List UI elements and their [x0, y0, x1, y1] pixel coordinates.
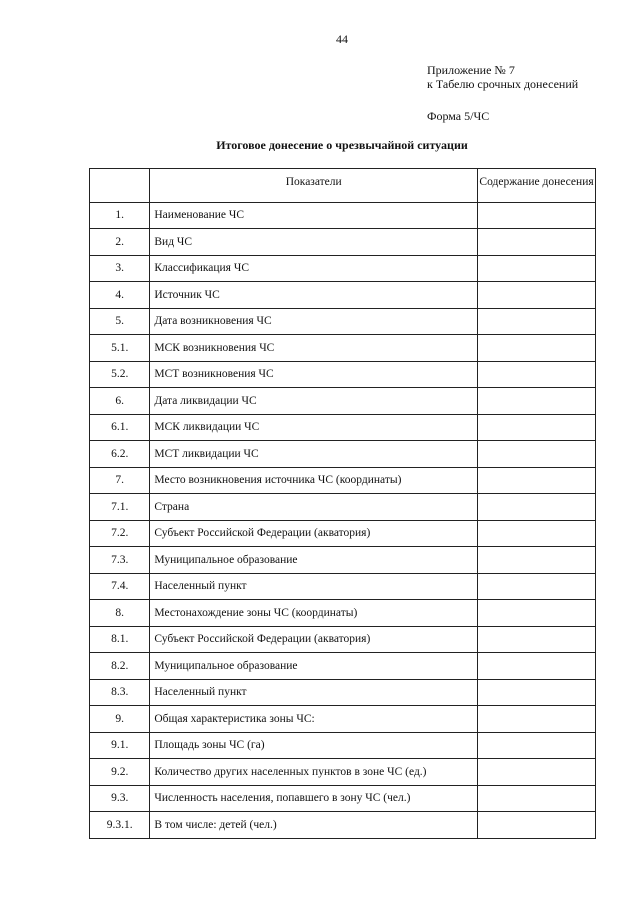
row-indicator: Количество других населенных пунктов в зоне ЧС (ед.) — [150, 759, 478, 786]
row-content-cell[interactable] — [478, 229, 596, 256]
table-row — [90, 520, 596, 547]
table-row — [90, 653, 596, 680]
row-indicator: Классификация ЧС — [150, 255, 478, 282]
table-row — [90, 229, 596, 256]
row-indicator: Общая характеристика зоны ЧС: — [150, 706, 478, 733]
row-content-cell[interactable] — [478, 653, 596, 680]
row-content-cell[interactable] — [478, 467, 596, 494]
appendix-reference — [427, 63, 578, 91]
row-indicator: МСТ возникновения ЧС — [150, 361, 478, 388]
table-row — [90, 282, 596, 309]
row-content-cell[interactable] — [478, 759, 596, 786]
row-indicator: Населенный пункт — [150, 573, 478, 600]
row-indicator: Численность населения, попавшего в зону ЧС (чел.) — [150, 785, 478, 812]
table-row — [90, 547, 596, 574]
table-row — [90, 812, 596, 839]
table-row — [90, 573, 596, 600]
row-content-cell[interactable] — [478, 812, 596, 839]
page-number: 44 — [336, 32, 348, 46]
row-indicator: Муниципальное образование — [150, 547, 478, 574]
row-number: 9.3. — [90, 785, 150, 812]
row-number: 6.2. — [90, 441, 150, 468]
header-number — [90, 169, 150, 203]
row-number: 5.2. — [90, 361, 150, 388]
row-indicator: МСК возникновения ЧС — [150, 335, 478, 362]
row-content-cell[interactable] — [478, 282, 596, 309]
row-content-cell[interactable] — [478, 255, 596, 282]
row-indicator: МСК ликвидации ЧС — [150, 414, 478, 441]
row-content-cell[interactable] — [478, 573, 596, 600]
row-content-cell[interactable] — [478, 600, 596, 627]
table-row — [90, 361, 596, 388]
appendix-line-2: к Табелю срочных донесений — [427, 77, 579, 91]
table-row — [90, 467, 596, 494]
row-number: 9.3.1. — [90, 812, 150, 839]
row-indicator: Место возникновения источника ЧС (координаты) — [150, 467, 478, 494]
row-content-cell[interactable] — [478, 785, 596, 812]
row-content-cell[interactable] — [478, 626, 596, 653]
row-indicator: Вид ЧС — [150, 229, 478, 256]
row-indicator: МСТ ликвидации ЧС — [150, 441, 478, 468]
table-row — [90, 785, 596, 812]
row-content-cell[interactable] — [478, 732, 596, 759]
row-number: 9.1. — [90, 732, 150, 759]
row-number: 7.1. — [90, 494, 150, 521]
table-row — [90, 732, 596, 759]
row-content-cell[interactable] — [478, 494, 596, 521]
row-content-cell[interactable] — [478, 202, 596, 229]
row-indicator: Субъект Российской Федерации (акватория) — [150, 626, 478, 653]
table-row — [90, 494, 596, 521]
row-number: 7.2. — [90, 520, 150, 547]
document-title: Итоговое донесение о чрезвычайной ситуации — [216, 138, 468, 152]
row-number: 6.1. — [90, 414, 150, 441]
row-indicator: Страна — [150, 494, 478, 521]
form-label: Форма 5/ЧС — [427, 109, 490, 123]
table-row — [90, 255, 596, 282]
table-row — [90, 441, 596, 468]
table-row — [90, 202, 596, 229]
row-content-cell[interactable] — [478, 414, 596, 441]
row-number: 7. — [90, 467, 150, 494]
row-number: 1. — [90, 202, 150, 229]
table-row — [90, 626, 596, 653]
row-indicator: Наименование ЧС — [150, 202, 478, 229]
row-indicator: Дата ликвидации ЧС — [150, 388, 478, 415]
table-row — [90, 308, 596, 335]
table-row — [90, 706, 596, 733]
row-indicator: Субъект Российской Федерации (акватория) — [150, 520, 478, 547]
row-number: 5. — [90, 308, 150, 335]
table-body — [90, 202, 596, 838]
table-row — [90, 600, 596, 627]
row-indicator: Источник ЧС — [150, 282, 478, 309]
row-number: 5.1. — [90, 335, 150, 362]
row-number: 6. — [90, 388, 150, 415]
row-content-cell[interactable] — [478, 441, 596, 468]
row-number: 4. — [90, 282, 150, 309]
row-number: 8.1. — [90, 626, 150, 653]
table-row — [90, 414, 596, 441]
table-row — [90, 335, 596, 362]
row-content-cell[interactable] — [478, 361, 596, 388]
row-number: 9.2. — [90, 759, 150, 786]
appendix-line-1: Приложение № 7 — [427, 63, 515, 77]
row-number: 3. — [90, 255, 150, 282]
row-content-cell[interactable] — [478, 679, 596, 706]
row-number: 8.2. — [90, 653, 150, 680]
report-table — [89, 168, 596, 839]
row-content-cell[interactable] — [478, 706, 596, 733]
row-content-cell[interactable] — [478, 335, 596, 362]
row-content-cell[interactable] — [478, 388, 596, 415]
row-indicator: Местонахождение зоны ЧС (координаты) — [150, 600, 478, 627]
row-number: 9. — [90, 706, 150, 733]
header-content: Содержание донесения — [478, 169, 596, 203]
row-content-cell[interactable] — [478, 520, 596, 547]
row-indicator: В том числе: детей (чел.) — [150, 812, 478, 839]
row-number: 7.4. — [90, 573, 150, 600]
row-number: 8.3. — [90, 679, 150, 706]
row-indicator: Муниципальное образование — [150, 653, 478, 680]
row-number: 7.3. — [90, 547, 150, 574]
row-number: 2. — [90, 229, 150, 256]
row-number: 8. — [90, 600, 150, 627]
row-content-cell[interactable] — [478, 308, 596, 335]
table-row — [90, 679, 596, 706]
table-row — [90, 388, 596, 415]
header-indicators: Показатели — [150, 169, 478, 203]
row-content-cell[interactable] — [478, 547, 596, 574]
table-header-row — [90, 169, 596, 203]
row-indicator: Населенный пункт — [150, 679, 478, 706]
table-row — [90, 759, 596, 786]
row-indicator: Дата возникновения ЧС — [150, 308, 478, 335]
row-indicator: Площадь зоны ЧС (га) — [150, 732, 478, 759]
